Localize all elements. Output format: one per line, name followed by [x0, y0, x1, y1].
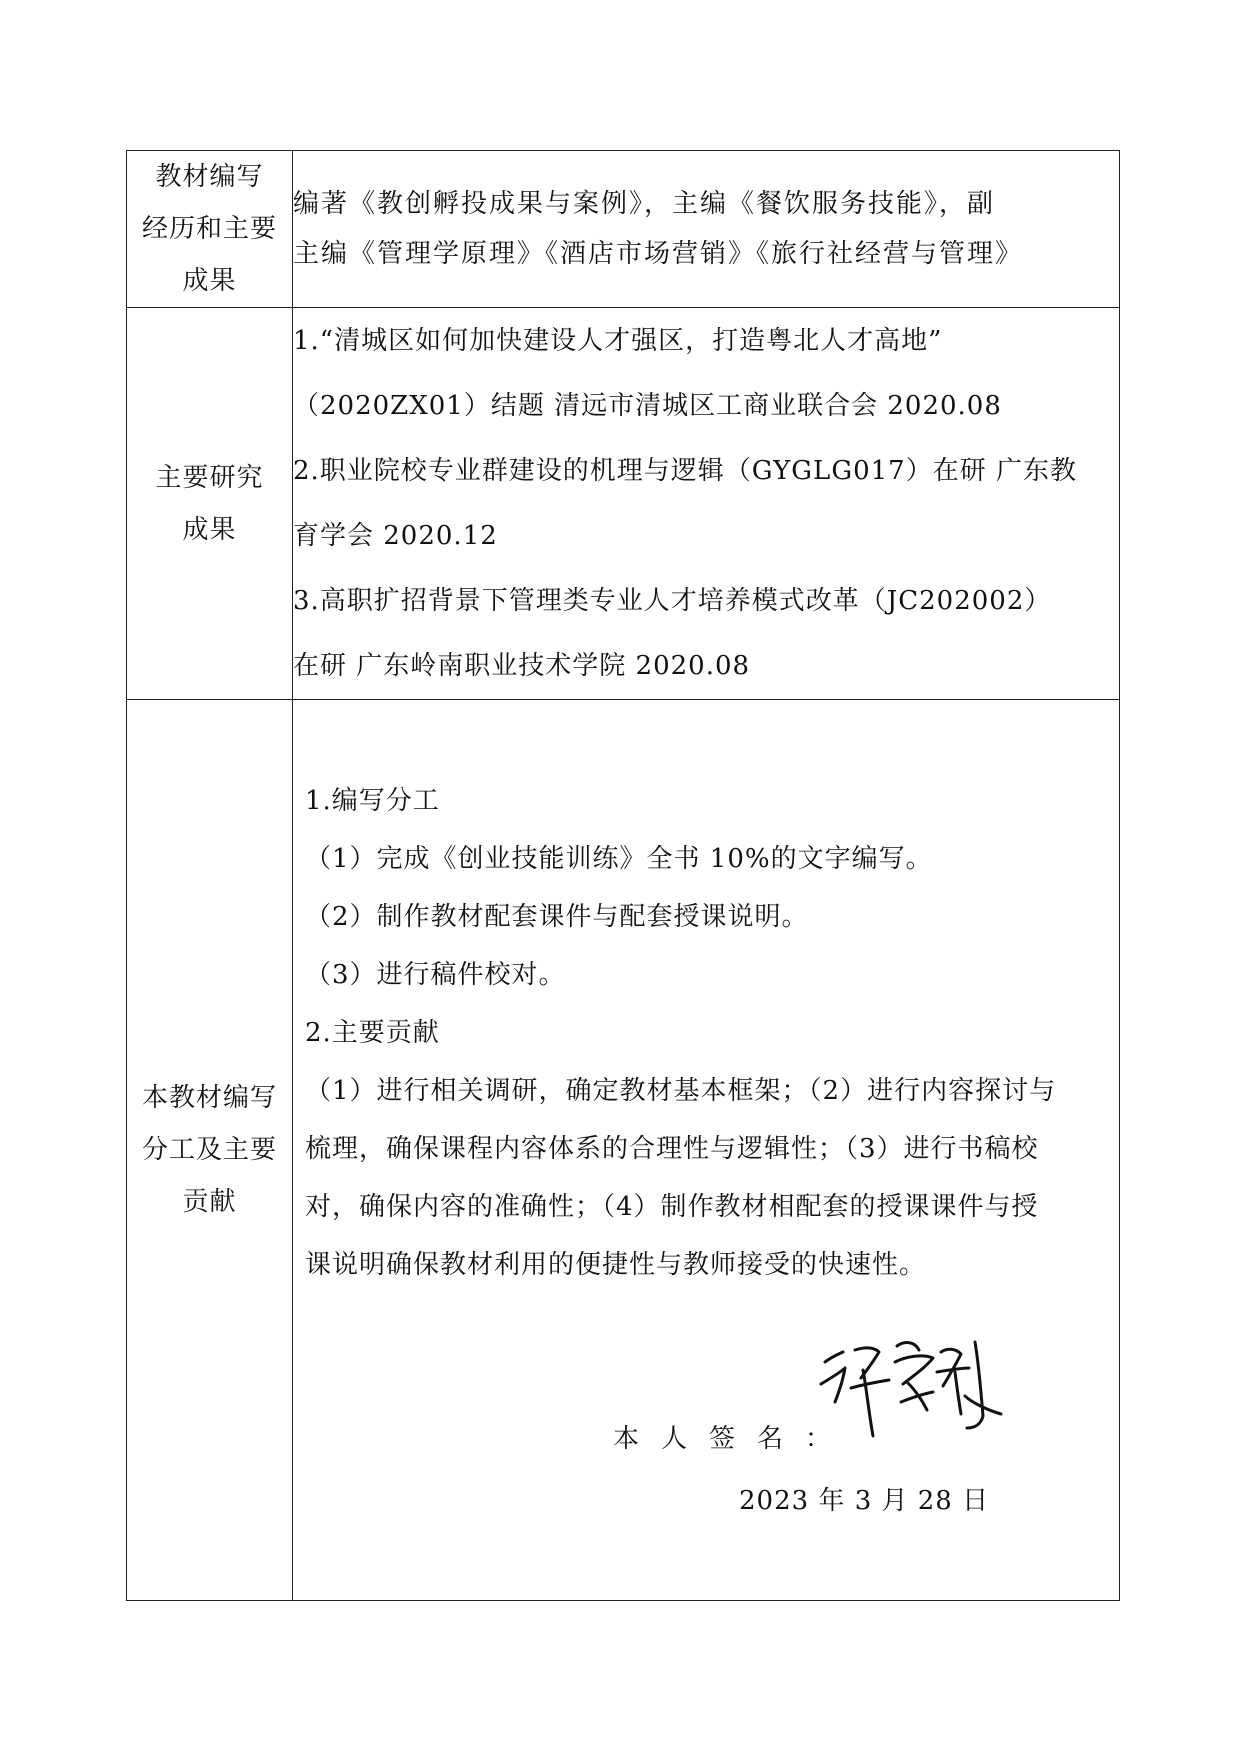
label-research [127, 308, 293, 700]
info-table [126, 150, 1120, 1601]
content-line: 在研 广东岭南职业技术学院 2020.08 [293, 650, 751, 681]
label-line: 经历和主要 [141, 214, 277, 244]
content-contribution [293, 700, 1120, 1601]
table-row-research [127, 308, 1120, 700]
label-line: 教材编写 [155, 162, 264, 192]
content-line: 1.编写分工 [305, 786, 440, 816]
label-contribution [127, 700, 293, 1601]
content-research [293, 308, 1120, 700]
signature-label: 本人签名： [613, 1424, 854, 1454]
content-line: 1.“清城区如何加快建设人才强区，打造粤北人才高地” [293, 325, 943, 356]
content-line: （1）进行相关调研，确定教材基本框架；（2）进行内容探讨与 [305, 1076, 1057, 1106]
content-line: 主编《管理学原理》《酒店市场营销》《旅行社经营与管理》 [293, 239, 1024, 269]
content-line: 育学会 2020.12 [293, 520, 498, 551]
contribution-area [293, 700, 1119, 1600]
content-line: 3.高职扩招背景下管理类专业人才培养模式改革（JC202002） [293, 585, 1052, 616]
content-line: 课说明确保教材利用的便捷性与教师接受的快速性。 [305, 1250, 927, 1280]
content-line: （2020ZX01）结题 清远市清城区工商业联合会 2020.08 [293, 390, 1002, 421]
table-row-textbook-experience [127, 151, 1120, 308]
label-line: 分工及主要 [141, 1135, 277, 1165]
label-textbook-experience [127, 151, 293, 308]
label-line: 贡献 [182, 1187, 237, 1217]
contribution-text [305, 772, 1109, 1294]
content-line: 对，确保内容的准确性；（4）制作教材相配套的授课课件与授 [305, 1192, 1039, 1222]
content-line: （1）完成《创业技能训练》全书 10%的文字编写。 [305, 844, 933, 874]
content-textbook-experience [293, 151, 1120, 308]
handwritten-signature [815, 1332, 1005, 1442]
table-row-contribution [127, 700, 1120, 1601]
signature-date: 2023 年 3 月 28 日 [739, 1486, 990, 1516]
content-line: 梳理，确保课程内容体系的合理性与逻辑性；（3）进行书稿校 [305, 1134, 1039, 1164]
label-line: 本教材编写 [141, 1083, 277, 1113]
label-line: 主要研究 [155, 462, 264, 493]
content-line: 2.职业院校专业群建设的机理与逻辑（GYGLG017）在研 广东教 [293, 455, 1077, 486]
label-line: 成果 [182, 514, 237, 545]
content-line: （2）制作教材配套课件与配套授课说明。 [305, 902, 809, 932]
label-line: 成果 [182, 266, 237, 296]
content-line: （3）进行稿件校对。 [305, 960, 566, 990]
content-line: 编著《教创孵投成果与案例》，主编《餐饮服务技能》，副 [293, 189, 996, 219]
content-line: 2.主要贡献 [305, 1018, 440, 1048]
